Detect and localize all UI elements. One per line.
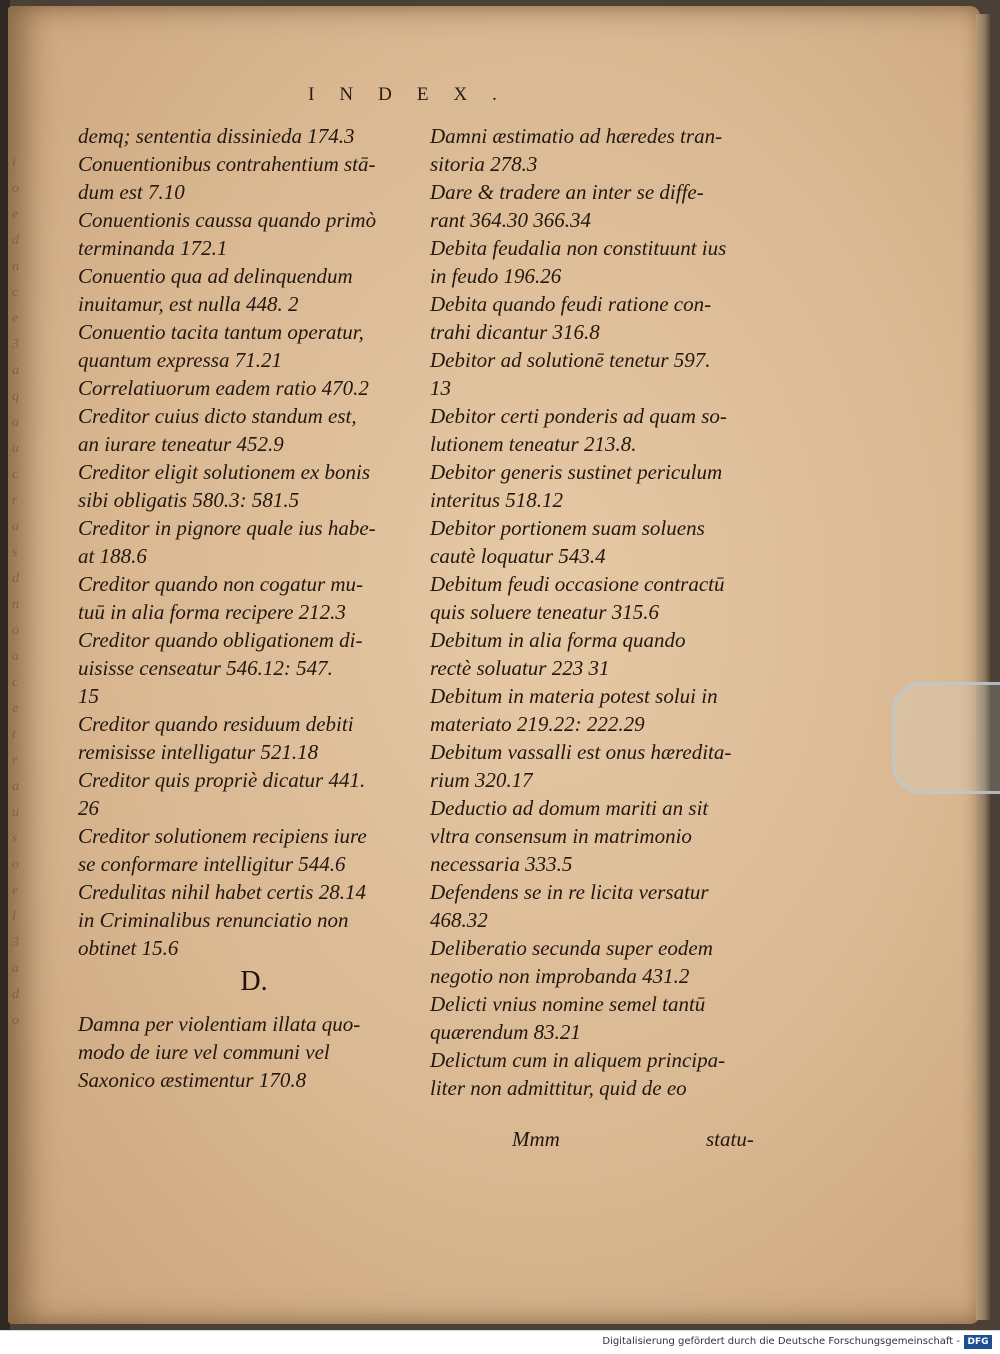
- footer-credit: Digitalisierung gefördert durch die Deutsche Forschungsgemeinschaft -: [602, 1336, 960, 1347]
- index-line: Credulitas nihil habet certis 28.14: [78, 880, 366, 904]
- index-line: dum est 7.10: [78, 180, 185, 204]
- index-line: negotio non improbanda 431.2: [430, 964, 690, 988]
- dfg-logo: DFG: [964, 1335, 992, 1349]
- index-column-left: [78, 122, 400, 1094]
- index-line: Correlatiuorum eadem ratio 470.2: [78, 376, 369, 400]
- index-line: quantum expressa 71.21: [78, 348, 282, 372]
- index-line: Creditor quando non cogatur mu-: [78, 572, 364, 596]
- index-line: 15: [78, 684, 99, 708]
- index-line: Debita feudalia non constituunt ius: [430, 236, 727, 260]
- index-line: lutionem teneatur 213.8.: [430, 432, 637, 456]
- index-line: interitus 518.12: [430, 488, 564, 512]
- index-line: an iurare teneatur 452.9: [78, 432, 284, 456]
- index-line: 13: [430, 376, 451, 400]
- index-line: 26: [78, 796, 99, 820]
- index-line: demq; sententia dissinieda 174.3: [78, 124, 355, 148]
- index-line: in Criminalibus renunciatio non: [78, 908, 349, 932]
- facing-page-bleed: i o e d n c e 3 a q a u c r a s d n o a c e t r a u s o e l 3 a d o: [12, 155, 19, 1028]
- index-entries-left-after: [78, 1010, 400, 1094]
- page-tab-overlay: [892, 682, 1000, 794]
- index-line: modo de iure vel communi vel: [78, 1040, 330, 1064]
- running-head: INDEX.: [308, 84, 522, 105]
- index-line: rium 320.17: [430, 768, 533, 792]
- index-line: cautè loquatur 543.4: [430, 544, 606, 568]
- section-heading: D.: [240, 966, 268, 997]
- index-line: Debitor ad solutionē tenetur 597.: [430, 348, 711, 372]
- index-line: necessaria 333.5: [430, 852, 573, 876]
- index-line: 468.32: [430, 908, 488, 932]
- index-entries-left: [78, 122, 400, 962]
- index-line: quis soluere teneatur 315.6: [430, 600, 660, 624]
- index-line: rant 364.30 366.34: [430, 208, 592, 232]
- index-line: Debitor generis sustinet periculum: [430, 460, 723, 484]
- index-line: Debita quando feudi ratione con-: [430, 292, 712, 316]
- index-line: terminanda 172.1: [78, 236, 228, 260]
- index-column-right: [430, 122, 752, 1102]
- index-line: se conformare intelligitur 544.6: [78, 852, 346, 876]
- digitization-footer: [0, 1330, 1000, 1354]
- index-line: Conuentio qua ad delinquendum: [78, 264, 353, 288]
- index-line: remisisse intelligatur 521.18: [78, 740, 319, 764]
- index-line: Debitum in materia potest solui in: [430, 684, 718, 708]
- index-line: Conuentionis caussa quando primò: [78, 208, 377, 232]
- index-line: vltra consensum in matrimonio: [430, 824, 692, 848]
- index-line: uisisse censeatur 546.12: 547.: [78, 656, 333, 680]
- index-line: Deliberatio secunda super eodem: [430, 936, 713, 960]
- index-line: quærendum 83.21: [430, 1020, 581, 1044]
- index-line: inuitamur, est nulla 448. 2: [78, 292, 299, 316]
- index-line: Conuentio tacita tantum operatur,: [78, 320, 364, 344]
- index-line: Creditor quis propriè dicatur 441.: [78, 768, 366, 792]
- index-line: trahi dicantur 316.8: [430, 320, 600, 344]
- index-line: Deductio ad domum mariti an sit: [430, 796, 709, 820]
- index-line: Creditor solutionem recipiens iure: [78, 824, 367, 848]
- index-line: Creditor quando obligationem di-: [78, 628, 363, 652]
- page-edge: [976, 14, 990, 1320]
- index-line: materiato 219.22: 222.29: [430, 712, 645, 736]
- index-line: Creditor cuius dicto standum est,: [78, 404, 357, 428]
- index-line: tuū in alia forma recipere 212.3: [78, 600, 346, 624]
- index-line: Creditor quando residuum debiti: [78, 712, 354, 736]
- signature-mark: Mmm: [512, 1127, 560, 1151]
- index-line: Debitor certi ponderis ad quam so-: [430, 404, 727, 428]
- index-line: Defendens se in re licita versatur: [430, 880, 709, 904]
- index-line: Debitum vassalli est onus hæredita-: [430, 740, 732, 764]
- index-line: in feudo 196.26: [430, 264, 562, 288]
- index-entries-right: [430, 122, 752, 1102]
- index-line: Damni æstimatio ad hæredes tran-: [430, 124, 723, 148]
- index-line: Saxonico æstimentur 170.8: [78, 1068, 307, 1092]
- index-line: Creditor in pignore quale ius habe-: [78, 516, 376, 540]
- index-line: Debitum in alia forma quando: [430, 628, 686, 652]
- index-line: rectè soluatur 223 31: [430, 656, 610, 680]
- index-line: obtinet 15.6: [78, 936, 179, 960]
- index-line: Creditor eligit solutionem ex bonis: [78, 460, 371, 484]
- index-line: Debitum feudi occasione contractū: [430, 572, 725, 596]
- index-line: at 188.6: [78, 544, 147, 568]
- index-line: Conuentionibus contrahentium stā-: [78, 152, 376, 176]
- index-line: Delicti vnius nomine semel tantū: [430, 992, 706, 1016]
- index-line: Damna per violentiam illata quo-: [78, 1012, 361, 1036]
- index-line: sitoria 278.3: [430, 152, 538, 176]
- index-line: Delictum cum in aliquem principa-: [430, 1048, 726, 1072]
- index-line: Dare & tradere an inter se diffe-: [430, 180, 704, 204]
- index-line: sibi obligatis 580.3: 581.5: [78, 488, 300, 512]
- index-line: liter non admittitur, quid de eo: [430, 1076, 687, 1100]
- index-line: Debitor portionem suam soluens: [430, 516, 705, 540]
- catchword: statu-: [706, 1127, 754, 1151]
